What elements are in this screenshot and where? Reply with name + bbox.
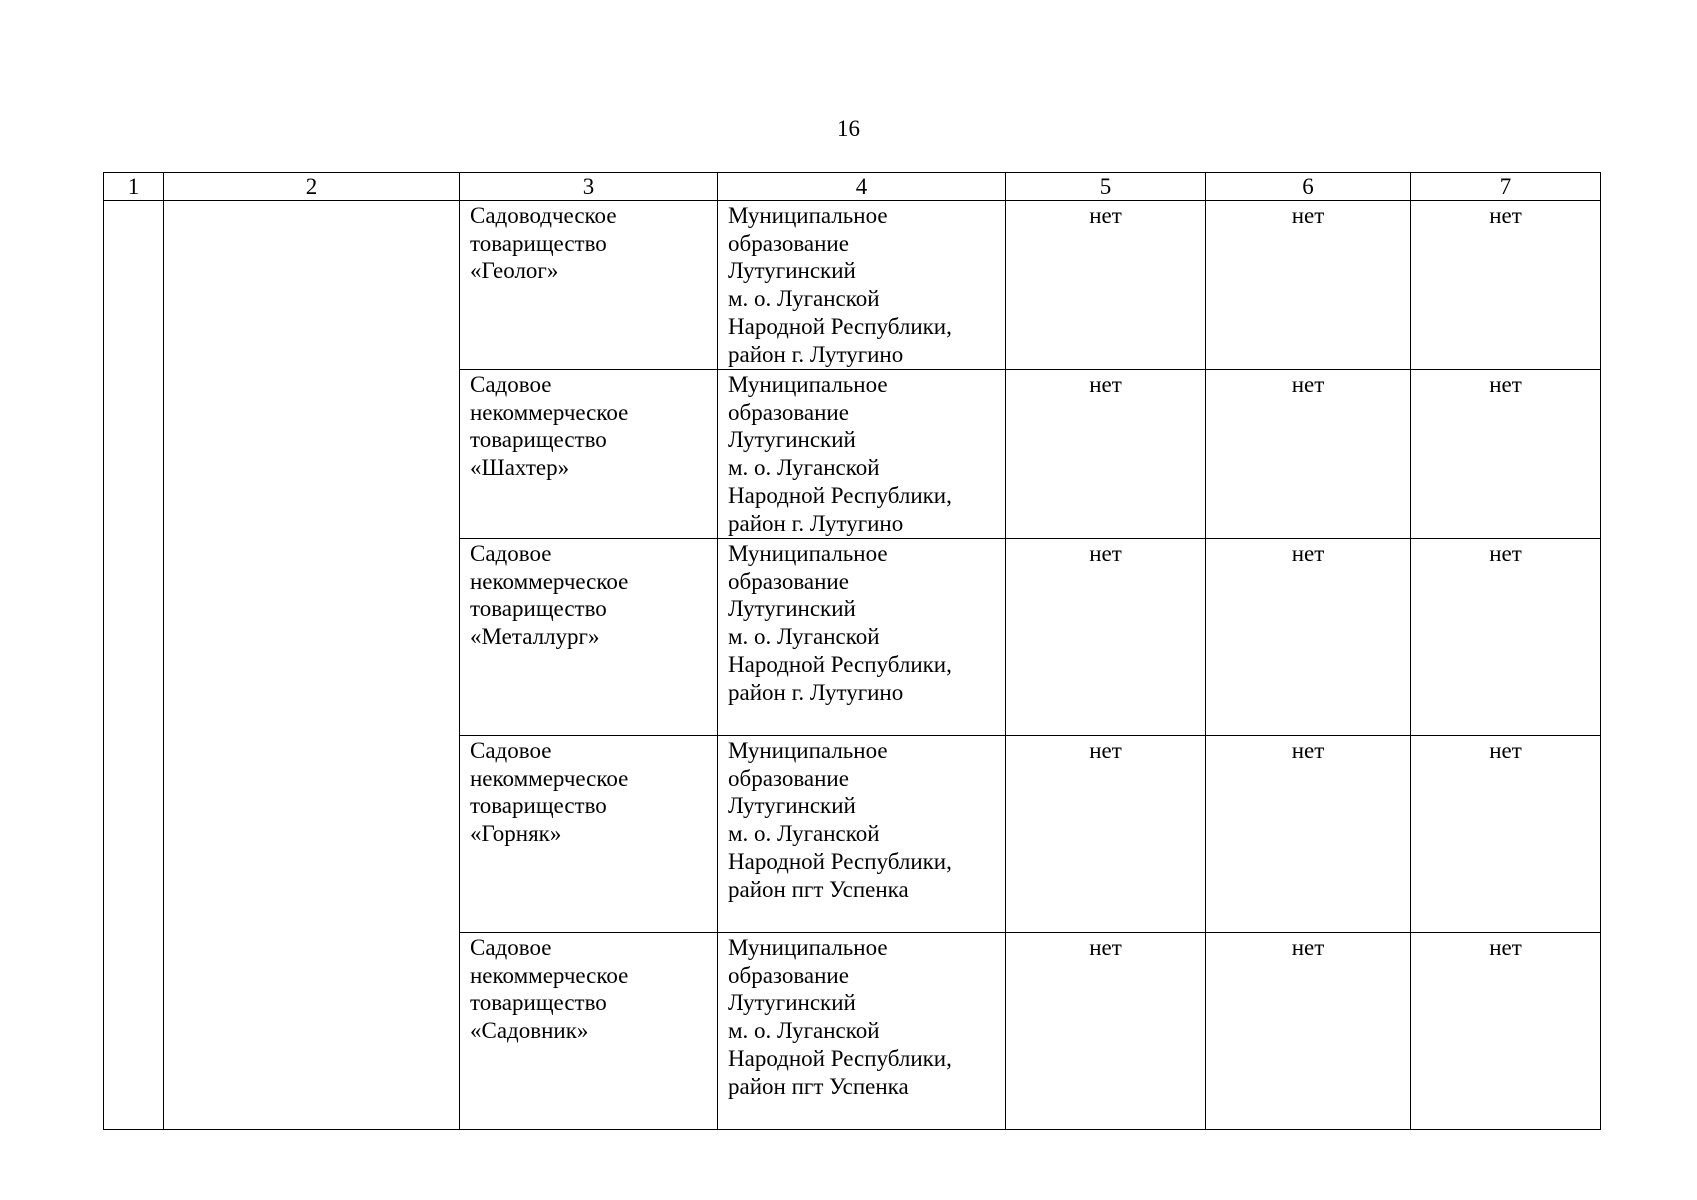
place-line: образование [728, 765, 849, 791]
location-cell [718, 736, 1006, 933]
place-line: район пгт Успенка [728, 876, 909, 902]
name-line: Садовое [470, 935, 552, 960]
col-5-value: нет [1006, 736, 1206, 933]
place-line: Муниципальное [728, 541, 888, 566]
organization-name-cell [460, 933, 718, 1130]
col-5-value: нет [1006, 201, 1206, 370]
place-line: Муниципальное [728, 372, 888, 397]
name-line: некоммерческое [470, 765, 629, 791]
place-line: Лутугинский [728, 596, 856, 622]
name-line: товарищество [470, 990, 607, 1016]
name-line: товарищество [470, 596, 607, 622]
organization-name-cell [460, 736, 718, 933]
col-7-value: нет [1411, 933, 1601, 1130]
cell-col-1-empty [104, 201, 164, 1130]
place-line: район г. Лутугино [728, 510, 904, 536]
name-line: некоммерческое [470, 399, 629, 425]
place-line: образование [728, 962, 849, 988]
place-line: м. о. Луганской [728, 821, 880, 847]
col-6-value: нет [1206, 201, 1411, 370]
name-line: некоммерческое [470, 962, 629, 988]
organization-name-cell [460, 370, 718, 539]
name-line: товарищество [470, 793, 607, 819]
col-6-value: нет [1206, 539, 1411, 736]
column-number-7: 7 [1411, 173, 1601, 201]
place-line: м. о. Луганской [728, 455, 880, 481]
name-line: товарищество [470, 230, 607, 256]
place-line: Лутугинский [728, 258, 856, 284]
col-7-value: нет [1411, 539, 1601, 736]
place-line: район г. Лутугино [728, 341, 904, 367]
name-line: Садоводческое [470, 203, 617, 228]
place-line: Муниципальное [728, 935, 888, 960]
col-5-value: нет [1006, 539, 1206, 736]
place-line: Лутугинский [728, 793, 856, 819]
col-6-value: нет [1206, 370, 1411, 539]
name-line: Садовое [470, 372, 552, 397]
column-number-2: 2 [164, 173, 460, 201]
place-line: Лутугинский [728, 427, 856, 453]
place-line: Лутугинский [728, 990, 856, 1016]
column-number-3: 3 [460, 173, 718, 201]
place-line: Народной Республики, [728, 313, 952, 339]
place-line: район г. Лутугино [728, 679, 904, 705]
place-line: Муниципальное [728, 738, 888, 763]
location-cell [718, 370, 1006, 539]
data-table [103, 172, 1601, 1130]
cell-col-2-empty [164, 201, 460, 1130]
column-number-1: 1 [104, 173, 164, 201]
place-line: Народной Республики, [728, 651, 952, 677]
organization-name-cell [460, 201, 718, 370]
name-line: «Металлург» [470, 624, 600, 650]
col-7-value: нет [1411, 370, 1601, 539]
name-line: товарищество [470, 427, 607, 453]
name-line: «Шахтер» [470, 455, 570, 481]
col-5-value: нет [1006, 933, 1206, 1130]
column-number-4: 4 [718, 173, 1006, 201]
place-line: м. о. Луганской [728, 1018, 880, 1044]
place-line: м. о. Луганской [728, 624, 880, 650]
column-number-row [104, 173, 1601, 201]
col-6-value: нет [1206, 736, 1411, 933]
col-6-value: нет [1206, 933, 1411, 1130]
name-line: Садовое [470, 738, 552, 763]
col-7-value: нет [1411, 736, 1601, 933]
page-number: 16 [837, 116, 860, 141]
organization-name-cell [460, 539, 718, 736]
location-cell [718, 933, 1006, 1130]
name-line: «Садовник» [470, 1018, 589, 1044]
place-line: образование [728, 399, 849, 425]
place-line: Народной Республики, [728, 848, 952, 874]
place-line: м. о. Луганской [728, 286, 880, 312]
place-line: образование [728, 230, 849, 256]
name-line: «Горняк» [470, 821, 562, 847]
place-line: Народной Республики, [728, 482, 952, 508]
column-number-6: 6 [1206, 173, 1411, 201]
col-7-value: нет [1411, 201, 1601, 370]
name-line: некоммерческое [470, 568, 629, 594]
name-line: Садовое [470, 541, 552, 566]
location-cell [718, 201, 1006, 370]
column-number-5: 5 [1006, 173, 1206, 201]
table-row [104, 201, 1601, 370]
col-5-value: нет [1006, 370, 1206, 539]
place-line: Народной Республики, [728, 1045, 952, 1071]
place-line: образование [728, 568, 849, 594]
place-line: район пгт Успенка [728, 1073, 909, 1099]
location-cell [718, 539, 1006, 736]
place-line: Муниципальное [728, 203, 888, 228]
name-line: «Геолог» [470, 258, 559, 284]
